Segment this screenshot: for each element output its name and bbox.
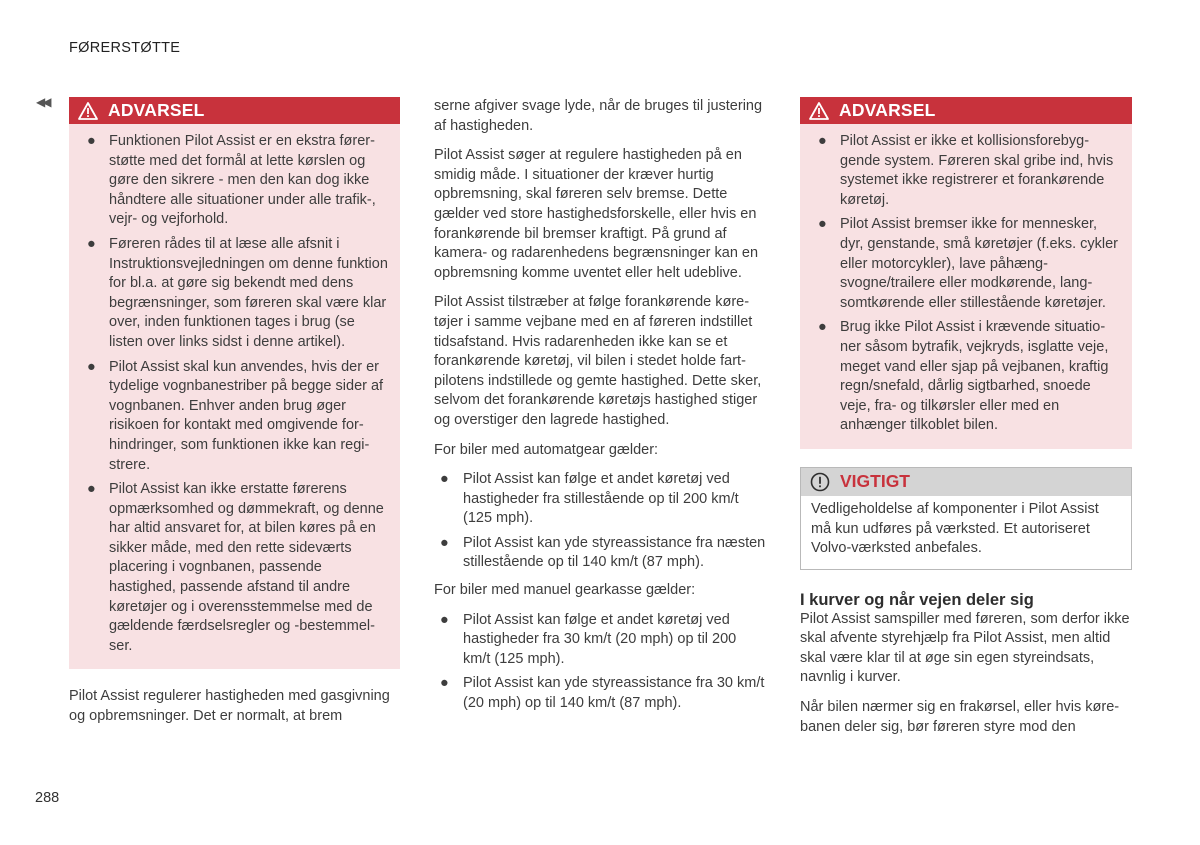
warning-header-1 [69,97,400,124]
bullet-icon: ● [440,534,449,551]
body-paragraph: Pilot Assist søger at regulere hastigheden på en smidig måde. I situationer der kræver hurtig opbremsning, skal føreren selv bremse. Dette gælder ved store hastighedsforskelle, eller hvis en forankørende bil bremser kraftigt. På grund af kamera- og radarenhedens begrænsninger kan en opbremsning komme uventet eller helt udeblive. [434,147,759,281]
warning-header-2 [800,97,1132,124]
bullet-icon: ● [87,133,96,149]
list-item: ● Pilot Assist kan yde styreassistance fra 30 km/t (20 mph) op til 140 km/t (87 mph). [440,675,765,712]
warning-title: ADVARSEL [839,99,936,120]
body-paragraph: Pilot Assist tilstræber at følge forankørende køretøjer i samme vejbane med en af føreren indstillet tidsafstand. Hvis radarenheden ikke kan se et forankørende køretøj, vil bilen i stedet holde fartpilotens indstillede og gemte hastighed. Dette sker, selvom det forankørende køretøjs hastighed stiger og overstiger den lagrede hastighed. [434,294,762,428]
list-intro: For biler med automatgear gælder: [434,441,659,458]
bullet-icon: ● [440,675,449,692]
list-item: ● Pilot Assist skal kun anvendes, hvis der er tydelige vognbanestriber på begge sider af vognbanen. Enhver anden brug øger risikoen for kontakt med omgivende forhindringer, som funktionen ikke kan registrere. [87,358,384,473]
exclamation-circle-icon [810,472,830,492]
important-box [800,467,1132,570]
bullet-icon: ● [440,611,449,628]
column-1 [69,97,400,737]
column-2 [434,97,766,722]
bullet-icon: ● [818,319,827,336]
warning-box-1 [69,97,400,669]
body-paragraph: Pilot Assist samspiller med føreren, som derfor ikke skal afvente styrehjælp fra Pilot Assist, men altid skal være klar til at øge sin egen styreindsats, navnlig i kurver. [800,610,1130,686]
warning-list-2 [800,124,1132,449]
warning-triangle-icon [78,102,98,120]
bullet-icon: ● [87,358,96,375]
page-number: 288 [35,790,60,806]
bullet-icon: ● [818,133,827,149]
list-item: ● Pilot Assist kan følge et andet køretøj ved hastigheder fra 30 km/t (20 mph) op til 200 km/t (125 mph). [440,611,737,667]
list-item: ● Pilot Assist kan følge et andet køretøj ved hastigheder fra stillestående op til 200 km/t (125 mph). [440,471,739,527]
important-text: Vedligeholdelse af komponenter i Pilot Assist må kun udføres på værksted. Et autoriseret Volvo-værksted anbefales. [811,500,1099,557]
list-item: ● Pilot Assist bremser ikke for mennesker, dyr, genstande, små køretøjer (f.eks. cykler eller motorcykler), lave påhængsvogne/trailere eller modkørende, langsomtkørende eller stillestående køretøjer. [818,216,1119,311]
body-paragraph: Når bilen nærmer sig en frakørsel, eller hvis kørebanen deler sig, bør føreren styre mod den [800,699,1120,735]
bullet-icon: ● [440,471,449,488]
column-3 [800,97,1132,747]
list-item: ● Pilot Assist kan yde styreassistance fra næsten stillestående op til 140 km/t (87 mph). [440,534,766,571]
back-arrows-icon[interactable]: ◀◀ [36,95,49,109]
section-header: FØRERSTØTTE [69,40,181,56]
warning-triangle-icon [809,102,829,120]
list-intro: For biler med manuel gearkasse gælder: [434,582,696,599]
automatic-list [434,470,766,573]
list-item: ● Pilot Assist er ikke et kollisionsforebyggende system. Føreren skal gribe ind, hvis systemet ikke registrerer et forankørende køretøj. [818,133,1114,208]
warning-list-1 [69,124,400,669]
body-paragraph: serne afgiver svage lyde, når de bruges til justering af hastigheden. [434,98,763,134]
body-paragraph: Pilot Assist regulerer hastigheden med gasgivning og opbremsninger. Det er normalt, at brem [69,688,390,725]
important-header [801,468,1131,496]
bullet-icon: ● [87,481,96,498]
manual-list [434,611,766,714]
bullet-icon: ● [87,235,96,252]
warning-box-2 [800,97,1132,449]
list-item: ● Funktionen Pilot Assist er en ekstra førerstøtte med det formål at lette kørslen og gøre den sikrere - men den kan dog ikke håndtere alle situationer under alle trafik-, vejr- og vejforhold. [87,133,376,228]
warning-title: ADVARSEL [108,99,205,120]
bullet-icon: ● [818,216,827,233]
important-title: VIGTIGT [840,471,910,492]
section-heading: I kurver og når vejen deler sig [800,590,1034,609]
list-item: ● Pilot Assist kan ikke erstatte førerens opmærksomhed og dømmekraft, og denne har altid ansvaret for, at bilen køres på en sikker måde, med den rette sideværts placering i vognbanen, passende hastighed, passende afstand til andre køretøjer og i overensstemmelse med de gældende færdselsregler og -bestemmelser. [87,481,384,654]
list-item: ● Føreren rådes til at læse alle afsnit i Instruktionsvejledningen om denne funktion for bl.a. at gøre sig bekendt med dens begrænsninger, som føreren skal være klar over, inden funktionen tages i brug (se listen over links sidst i denne artikel). [87,235,388,350]
list-item: ● Brug ikke Pilot Assist i krævende situationer såsom bytrafik, vejkryds, isglatte veje, meget vand eller sjap på vejbanen, kraftig regn/snefald, dårlig sigtbarhed, snoede veje, fra- og tilkørsler eller med en anhænger tilkoblet bilen. [818,319,1109,434]
